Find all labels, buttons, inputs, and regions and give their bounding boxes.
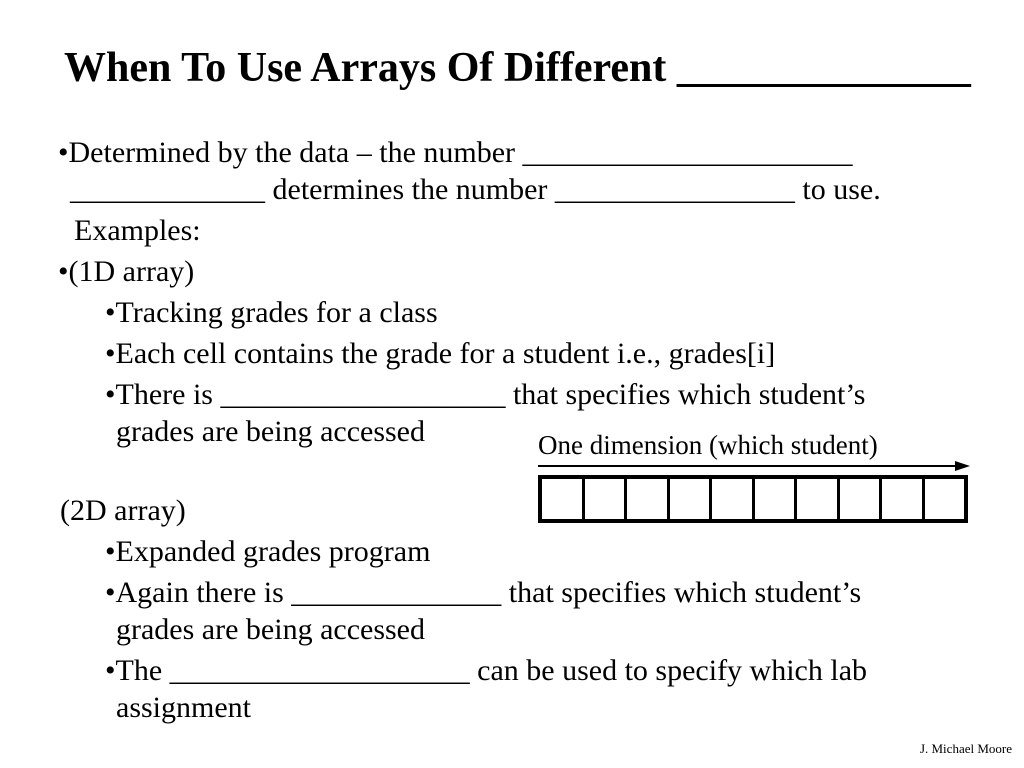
2d-array-heading: (2D array): [60, 494, 186, 527]
1d-array-heading: (1D array): [68, 255, 195, 288]
there-is-line-2: grades are being accessed: [116, 415, 425, 448]
again-line-1: Again there is ______________ that specifies which student’s: [115, 576, 862, 609]
array-cell: [585, 479, 628, 519]
bullet-icon: •: [58, 136, 69, 169]
expanded-grades-text: Expanded grades program: [115, 535, 431, 568]
bullet-icon: •: [105, 654, 116, 687]
again-line-2: grades are being accessed: [116, 613, 425, 646]
there-is-line-1: There is ___________________ that specifies which student’s: [115, 378, 866, 411]
bullet-icon: •: [105, 576, 116, 609]
paragraph-tracking: [56, 294, 986, 331]
paragraph-expanded: [56, 533, 986, 570]
bullet-icon: •: [105, 296, 116, 329]
paragraph-again: [56, 574, 986, 648]
paragraph-examples: [56, 212, 986, 249]
bullet-icon: •: [58, 255, 69, 288]
dimension-label: One dimension (which student): [538, 430, 878, 460]
paragraph-1d-heading: [56, 253, 986, 290]
array-box: [538, 475, 968, 523]
tracking-grades-text: Tracking grades for a class: [115, 296, 438, 329]
array-cell: [670, 479, 713, 519]
author-credit: J. Michael Moore: [919, 741, 1012, 756]
slide-title: When To Use Arrays Of Different ______________: [64, 45, 971, 91]
determined-line-2: _____________ determines the number ________________ to use.: [70, 173, 881, 206]
the-blank-line-1: The ____________________ can be used to specify which lab: [115, 654, 868, 687]
dimension-arrow-icon: [538, 460, 970, 472]
array-cell: [882, 479, 925, 519]
paragraph-each-cell: [56, 335, 986, 372]
bullet-icon: •: [105, 337, 116, 370]
array-cell: [712, 479, 755, 519]
each-cell-text: Each cell contains the grade for a student i.e., grades[i]: [115, 337, 776, 370]
paragraph-the-blank: [56, 652, 986, 726]
paragraph-determined: [56, 134, 986, 208]
array-cell: [542, 479, 585, 519]
array-cell: [755, 479, 798, 519]
array-cell: [925, 479, 965, 519]
determined-line-1: Determined by the data – the number ______________________: [68, 136, 853, 169]
the-blank-line-2: assignment: [116, 691, 251, 724]
array-cell: [627, 479, 670, 519]
array-cell: [840, 479, 883, 519]
bullet-icon: •: [105, 378, 116, 411]
examples-label: Examples:: [74, 214, 201, 247]
array-cell: [797, 479, 840, 519]
bullet-icon: •: [105, 535, 116, 568]
